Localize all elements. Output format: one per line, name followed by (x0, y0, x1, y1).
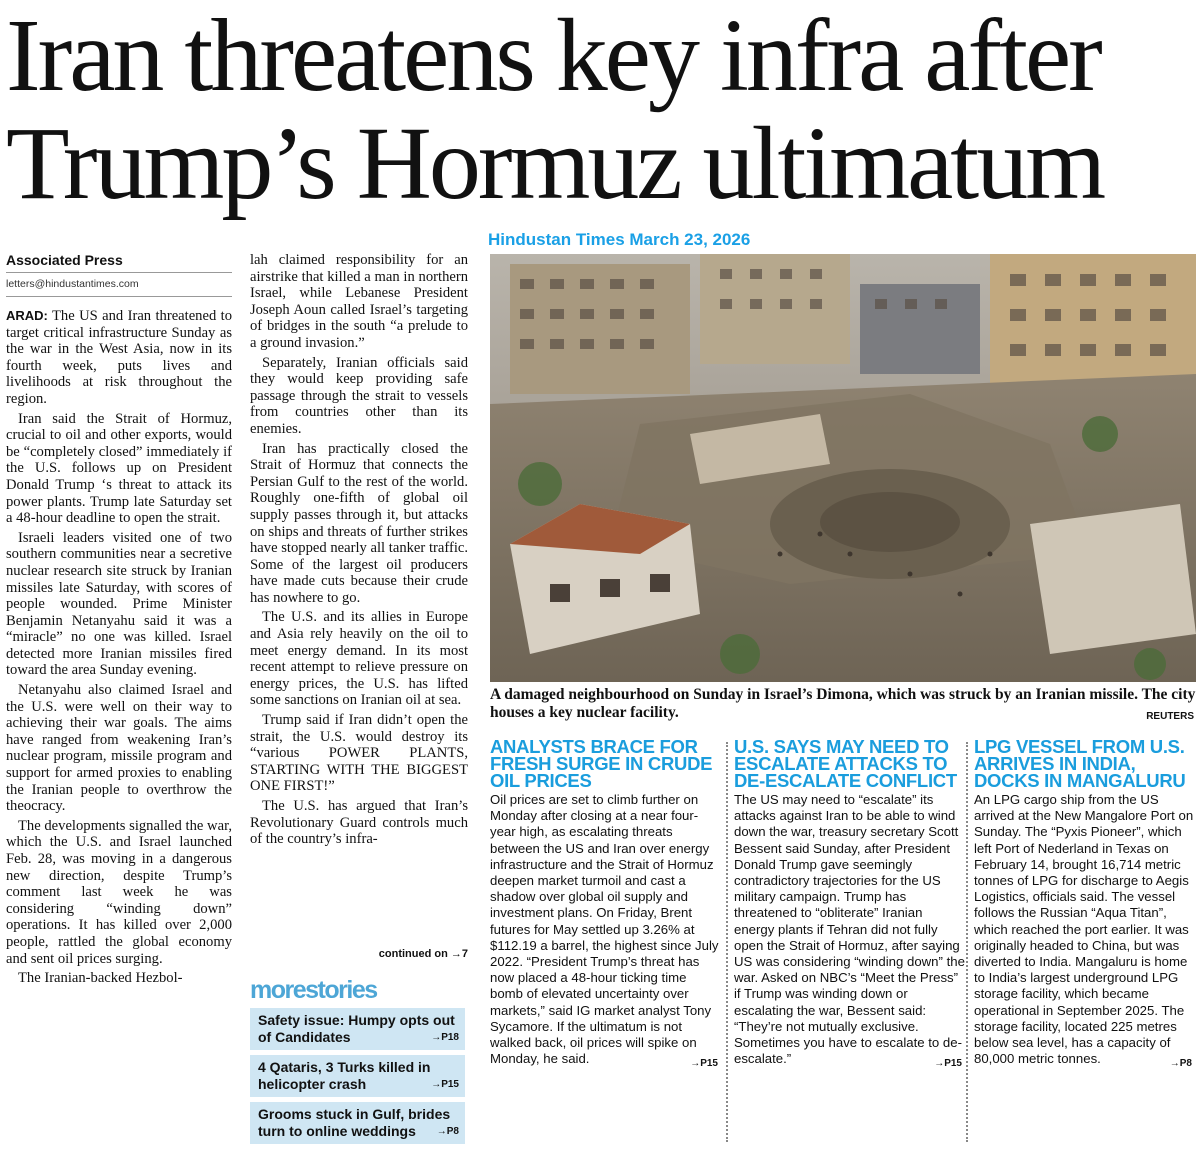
photo-credit: REUTERS (1146, 711, 1194, 722)
article-column-2 (250, 252, 468, 944)
page-ref: →P8 (1169, 1058, 1192, 1070)
article-paragraph: Iran has practically closed the Strait of Hormuz that connects the Persian Gulf to the rest of the world. Roughly one-fifth of global oil supply passes through it, but attacks on ships and threats of further strikes have stopped nearly all tanker traffic. Some of the largest oil producers have made cuts because their crude has nowhere to go. (250, 440, 468, 606)
more-story-item[interactable]: Grooms stuck in Gulf, brides turn to online weddings →P8 (250, 1102, 465, 1144)
more-story-item[interactable]: Safety issue: Humpy opts out of Candidates →P18 (250, 1008, 465, 1050)
page-ref: →P8 (436, 1126, 459, 1137)
brief-lpg-vessel (974, 736, 1196, 1070)
article-column-1 (6, 308, 232, 1148)
column-divider (966, 742, 968, 1142)
page-ref: →P15 (690, 1058, 718, 1070)
headline (6, 0, 1196, 221)
edition-label: Hindustan Times March 23, 2026 (488, 230, 751, 249)
brief-body: The US may need to “escalate” its attacks against Iran to be able to wind down the war, treasury secretary Scott Bessent said Sunday, after President Donald Trump gave seemingly contradictory trajectories for the US military campaign. Trump has threatened to “obliterate” Iranian energy plants if Tehran did not fully open the Strait of Hormuz, after saying US was considering “winding down” the war. Asked on NBC’s “Meet the Press” if Trump was winding down or escalating the war, Bessent said: “They’re not mutually exclusive. Sometimes you have to escalate to de-escalate.” (734, 792, 965, 1067)
page-ref: →P15 (934, 1058, 962, 1070)
page-ref: →P15 (431, 1079, 459, 1090)
article-paragraph: The Iranian-backed Hezbol- (18, 970, 183, 987)
article-paragraph: lah claimed responsibility for an airstrike that killed a man in northern Israel, while Lebanese President Joseph Aoun called Israel’s targeting of bridges in the south “a prelude to a ground invasion.” (250, 252, 468, 351)
dateline: ARAD: (6, 308, 48, 323)
photo-caption: A damaged neighbourhood on Sunday in Israel’s Dimona, which was struck by an Iranian missile. The city houses a key nuclear facility. (490, 686, 1196, 721)
brief-headline: U.S. SAYS MAY NEED TO ESCALATE ATTACKS TO DE-ESCALATE CONFLICT (734, 736, 957, 791)
more-story-item[interactable]: 4 Qataris, 3 Turks killed in helicopter crash →P15 (250, 1055, 465, 1097)
brief-headline: ANALYSTS BRACE FOR FRESH SURGE IN CRUDE OIL PRICES (490, 736, 713, 791)
article-paragraph: The developments signalled the war, which the U.S. and Israel launched Feb. 28, was moving in a dangerous new direction, despite Trump’s comment last week he was considering “winding down” operations. It has killed over 2,000 people, rattled the global economy and sent oil prices surging. (6, 817, 232, 967)
column-divider (726, 742, 728, 1142)
article-paragraph: Separately, Iranian officials said they would keep providing safe passage through the strait to vessels from countries other than its enemies. (250, 354, 468, 437)
article-paragraph: Trump said if Iran didn’t open the strait, the U.S. would destroy its “various POWER PLANTS, STARTING WITH THE BIGGEST ONE FIRST!” (250, 712, 468, 795)
byline: Associated Press (6, 252, 232, 273)
continued-link[interactable]: continued on →7 (378, 948, 468, 960)
damaged-neighbourhood-image (490, 254, 1196, 682)
article-paragraph: Iran said the Strait of Hormuz, crucial to oil and other exports, would be “completely closed” immediately if the U.S. follows up on President Donald Trump ‘s threat to attack its power plants. Trump late Saturday set a 48-hour deadline to open the strait. (6, 410, 232, 527)
headline-line-2: Trump’s Hormuz ultimatum (6, 106, 1104, 221)
article-paragraph: ARAD: The US and Iran threatened to target critical infrastructure Sunday as the war in the West Asia, now in its fourth week, puts lives and livelihoods at risk throughout the region. (6, 308, 232, 407)
more-stories-box (250, 976, 465, 1149)
byline-block (6, 252, 232, 297)
headline-line-1: Iran threatens key infra after (6, 0, 1100, 113)
article-paragraph: Israeli leaders visited one of two southern communities near a secretive nuclear research site struck by Iranian missiles late Saturday, with scores of people wounded. Prime Minister Benjamin Netanyahu said it was a “miracle” no one was killed. Israel detected more Iranian missiles fired toward the area Sunday evening. (6, 529, 232, 679)
article-paragraph: The U.S. has argued that Iran’s Revolutionary Guard controls much of the country’s infra- (250, 798, 468, 848)
brief-escalate (734, 736, 966, 1070)
article-paragraph: Netanyahu also claimed Israel and the U.S. were well on their way to achieving their war goals. The aims have ranged from weakening Iran’s nuclear program, missile program and support for armed proxies to enabling the Iranian people to overthrow the theocracy. (6, 682, 232, 815)
brief-body: Oil prices are set to climb further on Monday after closing at a near four-year high, as escalating threats between the US and Iran over energy infrastructure and the Strait of Hormuz deepen market turmoil and cast a shadow over global oil supply and investment plans. On Friday, Brent futures for May settled up 3.26% at $112.19 a barrel, the highest since July 2022. “President Trump’s threat has now placed a 48-hour ticking time bomb of elevated uncertainty over markets,” said IG market analyst Tony Sycamore. If the ultimatum is not walked back, oil prices will spike on Monday, he said. (490, 792, 719, 1067)
author-email[interactable]: letters@hindustantimes.com (6, 273, 232, 297)
brief-body: An LPG cargo ship from the US arrived at the New Mangalore Port on Sunday. The “Pyxis Pioneer”, which left Port of Nederland in Texas on February 14, brought 16,714 metric tonnes of LPG for discharge to Aegis Logistics, officials said. The vessel follows the Russian “Aqua Titan”, which reached the port earlier. It was originally headed to China, but was diverted to India. Mangaluru is home to India’s largest underground LPG storage facility, which became operational in September 2025. The storage facility, located 225 metres below sea level, has a capacity of 80,000 metric tonnes. (974, 792, 1194, 1067)
article-paragraph: The U.S. and its allies in Europe and Asia rely heavily on the oil to meet energy demand. In its most recent attempt to relieve pressure on energy prices, the U.S. has lifted some sanctions on Iranian oil at sea. (250, 609, 468, 709)
brief-oil-prices (490, 736, 722, 1070)
news-photo (490, 254, 1196, 682)
brief-headline: LPG VESSEL FROM U.S. ARRIVES IN INDIA, DOCKS IN MANGALURU (974, 736, 1186, 791)
page-ref: →P18 (431, 1032, 459, 1043)
more-stories-title: morestories (250, 976, 377, 1004)
